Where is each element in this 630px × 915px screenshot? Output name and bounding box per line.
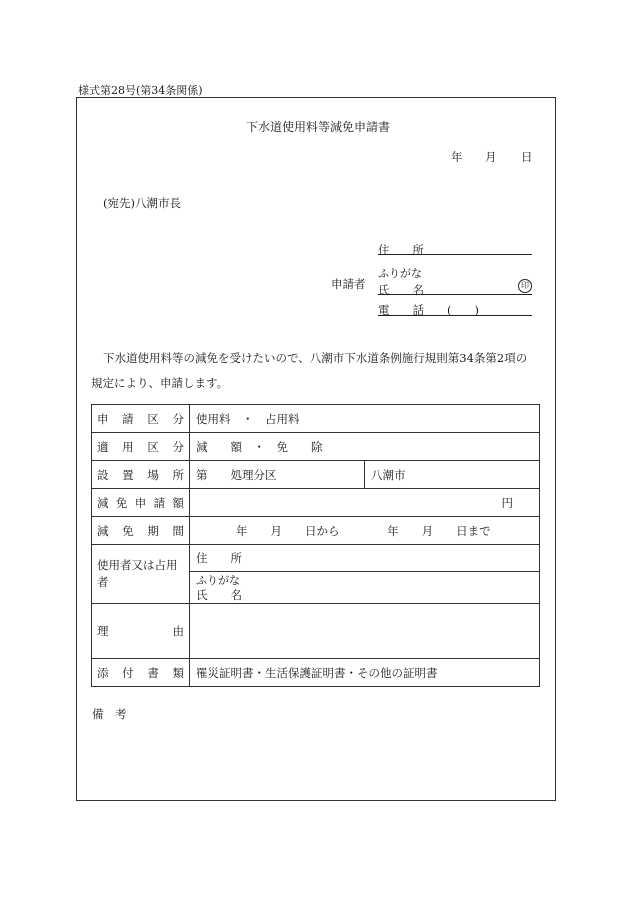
- application-table: [91, 404, 540, 687]
- body-text-line1: 下水道使用料等の減免を受けたいので、八潮市下水道条例施行規則第34条第2項の: [103, 351, 528, 365]
- row-location: [92, 461, 540, 489]
- label-amount: 減 免 申 請 額: [97, 495, 184, 510]
- period-to: 年 月 日まで: [387, 523, 491, 538]
- applicant-name-label: 氏 名: [378, 283, 424, 297]
- value-category[interactable]: 使用料 ・ 占用料: [190, 405, 540, 433]
- value-user[interactable]: [190, 545, 540, 604]
- row-category: [92, 405, 540, 433]
- applicant-name-line[interactable]: [378, 294, 532, 295]
- row-reason: [92, 604, 540, 659]
- value-location-city[interactable]: 八潮市: [365, 461, 540, 489]
- date-day-label: 日: [521, 150, 533, 164]
- applicant-label: 申請者: [331, 277, 366, 291]
- row-user: [92, 545, 540, 604]
- applicant-address-line[interactable]: [378, 254, 532, 255]
- seal-mark-icon: 印: [518, 279, 532, 293]
- user-name-label: 氏 名: [196, 588, 242, 602]
- date-year-label: 年: [451, 150, 463, 164]
- applicant-phone-parens: ( ): [447, 303, 479, 317]
- label-period: 減 免 期 間: [97, 523, 184, 538]
- applicant-address-label: 住 所: [378, 243, 424, 257]
- remarks-label: 備 考: [92, 707, 127, 721]
- applicant-phone-line[interactable]: [378, 315, 532, 316]
- addressee: (宛先)八潮市長: [103, 196, 181, 210]
- row-period: [92, 517, 540, 545]
- date-month-label: 月: [485, 150, 497, 164]
- period-from: 年 月 日から: [236, 523, 340, 538]
- label-user: 使用者又は占用者: [92, 545, 190, 604]
- value-attachments[interactable]: 罹災証明書・生活保護証明書・その他の証明書: [190, 659, 540, 687]
- label-applicable: 適 用 区 分: [97, 439, 184, 454]
- value-location-district[interactable]: 第 処理分区: [190, 461, 365, 489]
- body-text-line2: 規定により、申請します。: [91, 376, 229, 390]
- value-amount[interactable]: 円: [190, 489, 540, 517]
- label-attachments: 添 付 書 類: [97, 665, 184, 680]
- applicant-phone-label: 電 話: [378, 303, 424, 317]
- value-reason[interactable]: [190, 604, 540, 659]
- value-period[interactable]: [190, 517, 540, 545]
- form-number: 様式第28号(第34条関係): [78, 84, 203, 97]
- applicant-furigana-label: ふりがな: [378, 267, 422, 280]
- label-location: 設 置 場 所: [97, 467, 184, 482]
- value-applicable[interactable]: 減 額 ・ 免 除: [190, 433, 540, 461]
- user-furigana-label: ふりがな: [196, 574, 240, 587]
- user-address-label: 住 所: [196, 551, 242, 565]
- form-title: 下水道使用料等減免申請書: [246, 120, 391, 134]
- row-attachments: [92, 659, 540, 687]
- label-reason: 理 由: [97, 624, 184, 638]
- row-applicable: [92, 433, 540, 461]
- label-category: 申 請 区 分: [97, 411, 184, 426]
- row-amount: [92, 489, 540, 517]
